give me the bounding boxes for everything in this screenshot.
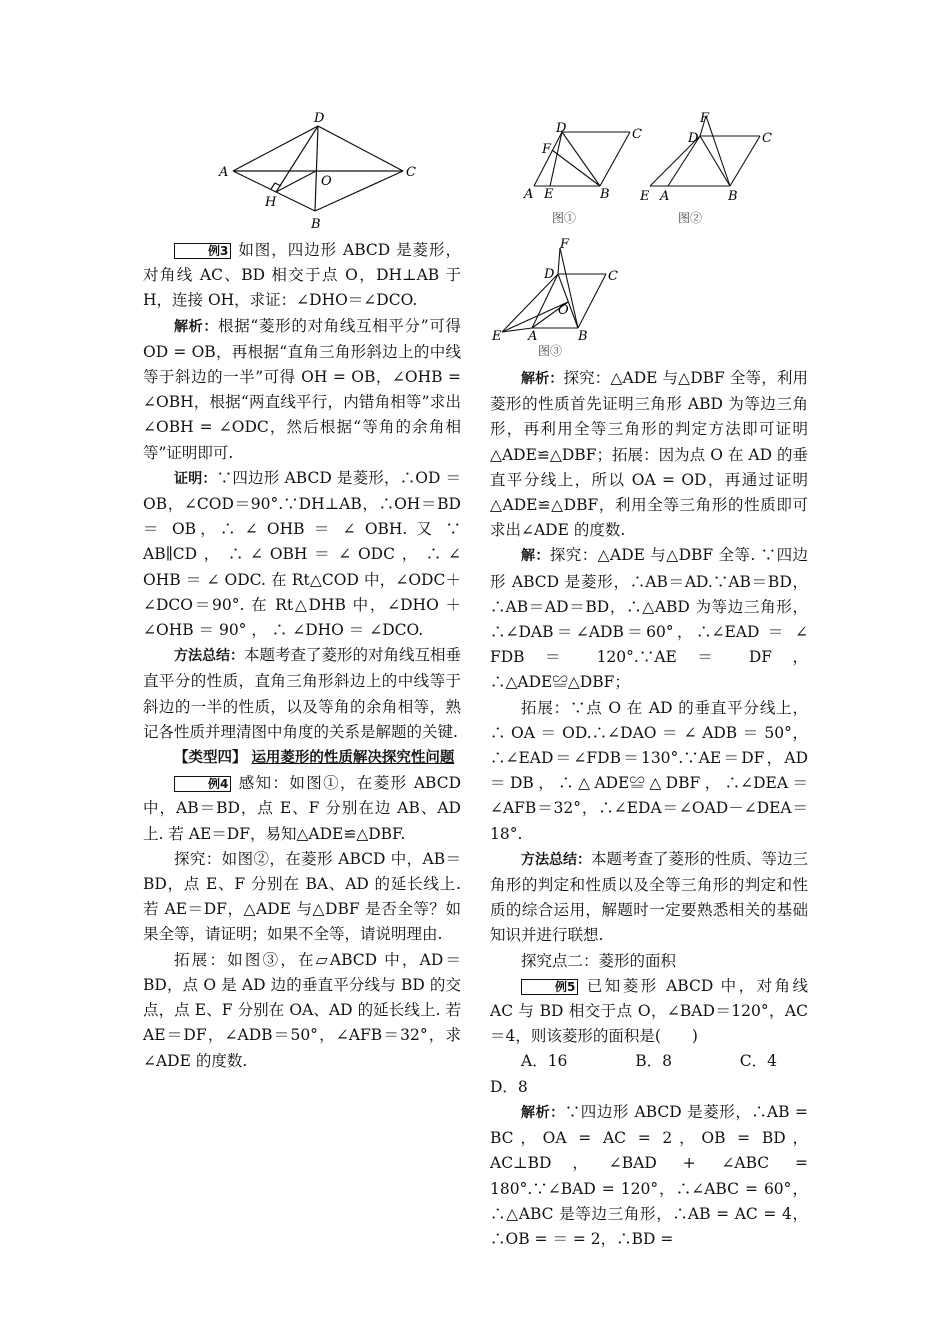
example-3 [143, 238, 461, 314]
fig3-label-b: B [578, 329, 588, 344]
summary-label: 方法总结： [174, 648, 244, 665]
example-4-explore-text: 探究：如图②，在菱形 ABCD 中，AB＝BD，点 E、F 分别在 BA、AD 的延长线上. 若 AE＝DF，△ADE 与△DBF 是否全等？如果全等，请证明；如果不全等，请说明理由. [143, 849, 461, 944]
fig1-label-c: C [632, 127, 642, 142]
example-3-tag: 例3 [174, 243, 231, 259]
fig3-caption: 图③ [538, 344, 563, 358]
choice-d[interactable]: D．8 [490, 1077, 528, 1096]
fig3-label-c: C [608, 269, 618, 284]
fig2-caption: 图② [678, 211, 703, 225]
fig3-label-o: O [558, 303, 569, 318]
diagonal-bd [315, 126, 318, 211]
example-3-text: 如图，四边形 ABCD 是菱形，对角线 AC、BD 相交于点 O，DH⊥AB 于 H，连接 OH，求证：∠DHO＝∠DCO. [143, 241, 461, 310]
example-4-solution [490, 543, 808, 695]
label-b: B [311, 217, 321, 232]
example-5-text: 已知菱形 ABCD 中，对角线 AC 与 BD 相交于点 O，∠BAD＝120°，AC＝4，则该菱形的面积是( ) [490, 976, 808, 1046]
label-a: A [219, 165, 229, 180]
example-4-perception [143, 771, 461, 847]
label-c: C [406, 165, 416, 180]
example-4-perception-text: 感知：如图①，在菱形 ABCD 中，AB＝BD，点 E、F 分别在边 AB、AD 上. 若 AE＝DF，易知△ADE≌△DBF. [143, 774, 461, 843]
example-3-proof [143, 466, 461, 643]
choice-a[interactable]: A．16 [521, 1052, 568, 1071]
extension-solution-text: 拓展：∵点 O 在 AD 的垂直平分线上，∴ OA ＝ OD.∴∠DAO ＝ ∠ ADB ＝ 50°，∴∠EAD＝∠FDB＝130°.∵AE＝DF，AD ＝DB，∴△ADE≌△DBF，∴∠DEA＝∠AFB＝32°，∴∠EDA＝∠OAD－∠DEA＝18°. [490, 698, 808, 843]
figure-2 [640, 110, 780, 230]
example-4-tag: 例4 [174, 776, 231, 792]
example-5-analysis-text: ∵四边形 ABCD 是菱形，∴AB = BC，OA = AC = 2，OB = BD，AC⊥BD，∠BAD + ∠ABC = 180°.∵∠BAD = 120°，∴∠ABC = 60°，∴△ABC 是等边三角形，∴AB = AC = 4，∴OB = ＝ = 2，∴BD = [490, 1102, 809, 1248]
solution-text: 探究：△ADE 与△DBF 全等. ∵四边形 ABCD 是菱形，∴AB＝AD.∵AB＝BD，∴AB＝AD＝BD，∴△ABD 为等边三角形，∴∠DAB＝∠ADB＝60°，∴∠EAD ＝ ∠ FDB ＝ 120°.∵AE ＝ DF ，∴△ADE≌△DBF； [490, 546, 808, 692]
label-o: O [321, 174, 332, 189]
type-4-title: 运用菱形的性质解决探究性问题 [251, 750, 455, 767]
example-3-analysis [143, 314, 461, 466]
fig2-label-f: F [700, 111, 710, 126]
figure-3 [488, 236, 628, 361]
analysis-label: 解析： [521, 1104, 565, 1121]
fig1-label-d: D [556, 121, 567, 136]
example-3-summary [143, 643, 461, 745]
right-column [490, 366, 808, 1252]
proof-text: ∵四边形 ABCD 是菱形，∴OD ＝OB，∠COD＝90°.∵DH⊥AB，∴OH＝BD ＝ OB，∴ ∠ OHB ＝ ∠ OBH. 又 ∵ AB∥CD ， ∴ ∠ OBH ＝ ∠ ODC ， ∴ ∠ OHB ＝ ∠ ODC. 在 Rt△COD 中，∠ODC＋∠DCO＝90°. 在 Rt△DHB 中，∠DHO ＋ ∠OHB ＝ 90° ， ∴ ∠DHO ＝ ∠DCO. [143, 468, 462, 640]
fig3-label-d: D [544, 267, 555, 282]
side-dc [318, 126, 403, 171]
solution-label: 解： [521, 548, 550, 565]
fig1-label-e: E [544, 187, 554, 202]
segment-dh [276, 126, 318, 192]
point-2-title-text: 探究点二：菱形的面积 [521, 951, 677, 970]
fig1-label-f: F [542, 142, 552, 157]
left-column [143, 238, 461, 1074]
example-4-extension-text: 拓展：如图③，在▱ABCD 中，AD＝BD，点 O 是 AD 边的垂直平分线与 BD 的交点，点 E、F 分别在 OA、AD 的延长线上. 若 AE＝DF，∠ADB＝50°，∠AFB＝32°，求∠ADE 的度数. [143, 950, 461, 1070]
example-4-summary [490, 847, 808, 949]
fig2-label-a: A [660, 189, 670, 204]
analysis-text: 探究：△ADE 与△DBF 全等，利用菱形的性质首先证明三角形 ABD 为等边三角形，再利用全等三角形的判定方法即可证明△ADE≌△DBF；拓展：因为点 O 在 AD 的垂直平分线上，所以 OA = OD，再通过证明△ADE≌△DBF，利用全等三角形的性质即可求出∠ADE 的度数. [490, 369, 809, 540]
label-d: D [314, 111, 325, 126]
fig3-label-e: E [492, 329, 502, 344]
example-5 [490, 974, 808, 1050]
analysis-label: 解析： [521, 371, 564, 387]
example-4-extension-solution [490, 696, 808, 847]
choice-c[interactable]: C．4 [739, 1052, 777, 1071]
example-4-explore [143, 847, 461, 948]
type-4-label: 【类型四】 [174, 750, 247, 767]
fig2-label-e: E [640, 189, 650, 204]
summary-text: 本题考查了菱形的性质、等边三角形的判定和性质以及全等三角形的判定和性质的综合运用，解题时一定要熟悉相关的基础知识并进行联想. [490, 849, 809, 945]
fig2-label-b: B [728, 189, 738, 204]
fig1-label-b: B [600, 187, 610, 202]
figure-1 [520, 120, 645, 230]
fig1-label-a: A [524, 187, 534, 202]
choice-b[interactable]: B．8 [635, 1052, 672, 1071]
example-5-analysis [490, 1100, 808, 1252]
analysis-label: 解析： [174, 318, 219, 335]
summary-label: 方法总结： [521, 851, 591, 868]
figure-rhombus-abcd [215, 108, 420, 233]
example-4-analysis [490, 366, 808, 543]
example-5-tag: 例5 [521, 979, 578, 995]
choice-d-line [490, 1075, 808, 1100]
label-h: H [265, 195, 277, 210]
fig1-caption: 图① [552, 211, 577, 225]
summary-text: 本题考查了菱形的对角线互相垂直平分的性质，直角三角形斜边上的中线等于斜边的一半的性质，以及等角的余角相等，熟记各性质并理清图中角度的关系是解题的关键. [143, 646, 462, 741]
example-5-choices [490, 1049, 808, 1074]
proof-label: 证明： [174, 470, 217, 487]
side-ad [233, 126, 318, 171]
analysis-text: 根据“菱形的对角线互相平分”可得 OD = OB，再根据“直角三角形斜边上的中线等于斜边的一半”可得 OH = OB，∠OHB = ∠OBH，根据“两直线平行，内错角相等”求出∠OBH = ∠ODC，然后根据“等角的余角相等”证明即可. [143, 316, 461, 462]
fig2-label-c: C [762, 131, 772, 146]
example-4-extension [143, 948, 461, 1074]
fig3-label-f: F [560, 237, 570, 252]
point-2-title [490, 949, 808, 974]
type-4-heading [143, 745, 461, 771]
fig3-label-a: A [528, 329, 538, 344]
fig2-label-d: D [688, 131, 699, 146]
